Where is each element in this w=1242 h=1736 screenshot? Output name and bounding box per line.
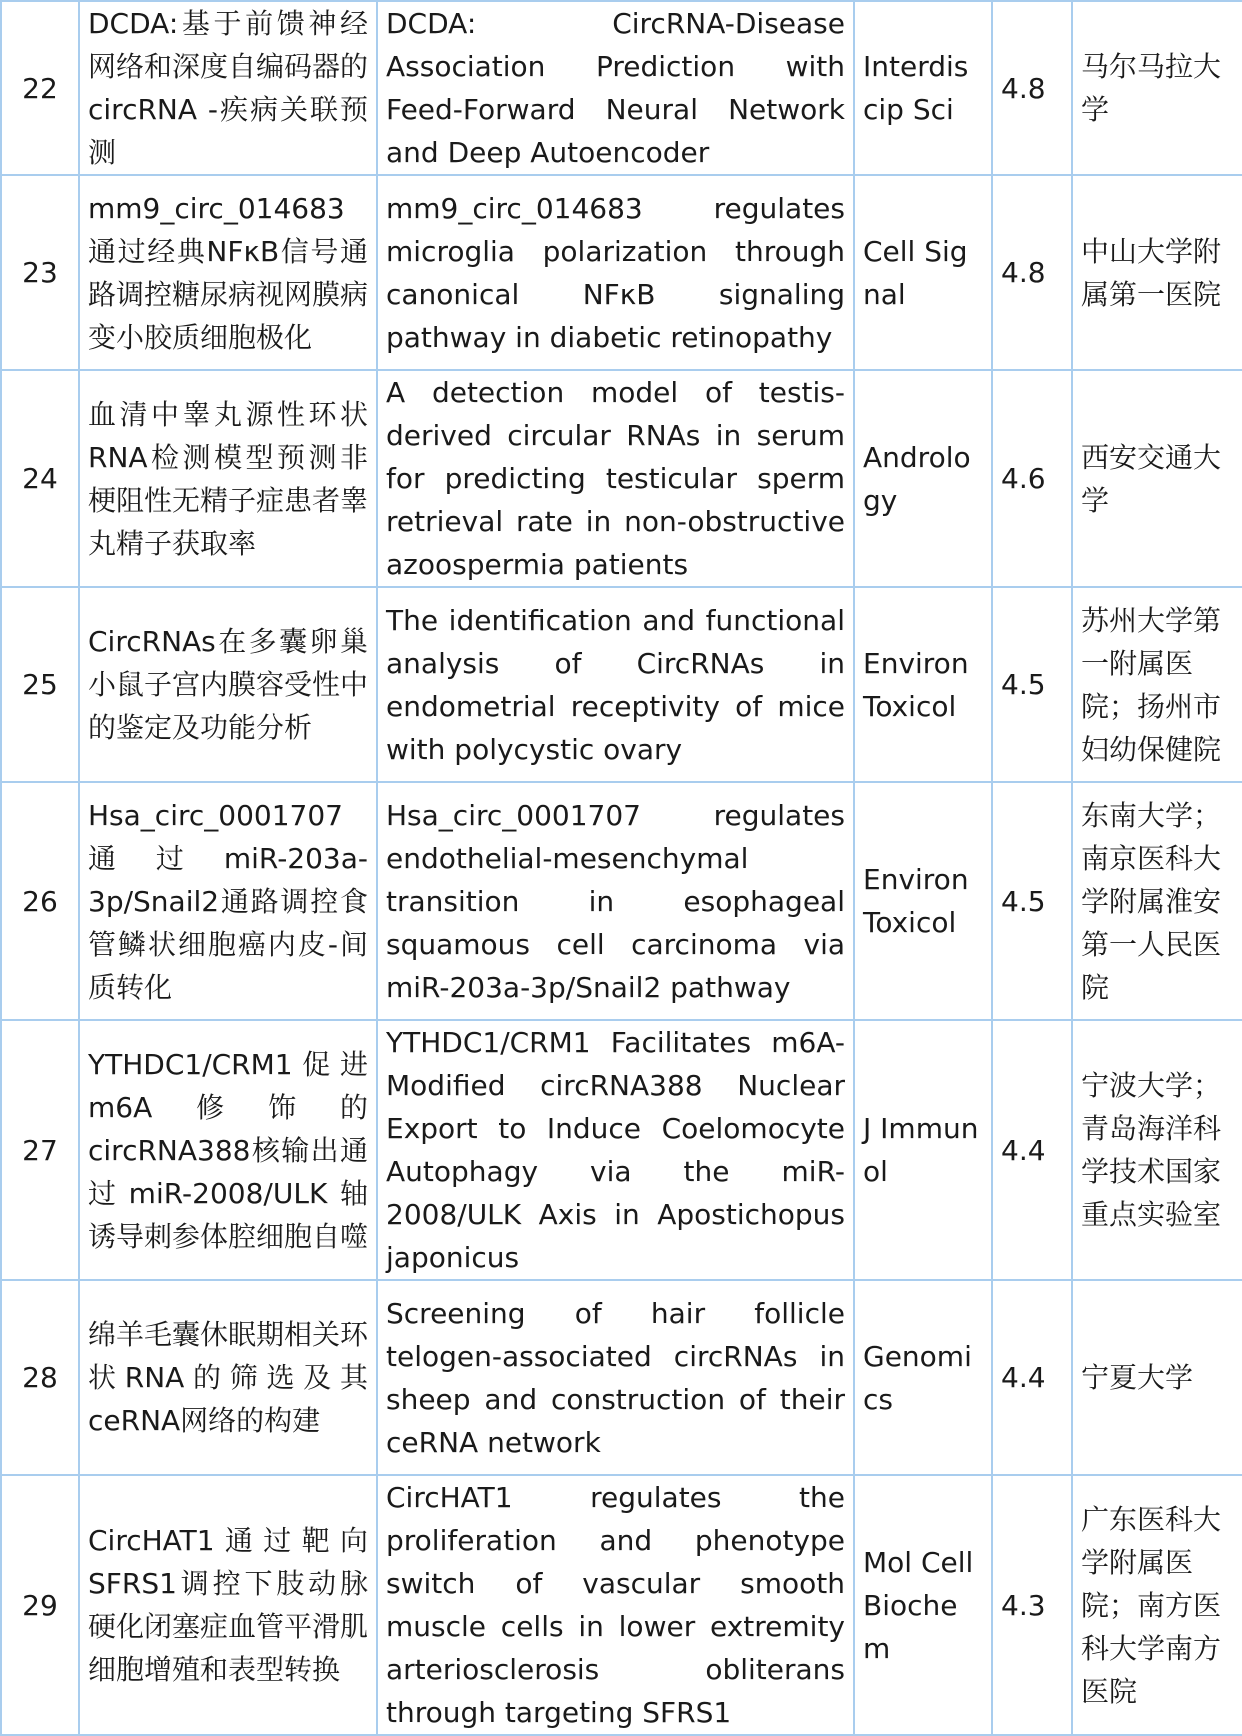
chinese-title: DCDA:基于前馈神经网络和深度自编码器的circRNA -疾病关联预测 xyxy=(79,1,377,175)
journal-name: Interdiscip Sci xyxy=(854,1,992,175)
english-title: Screening of hair follicle telogen-associated circRNAs in sheep and construction of their ceRNA network xyxy=(377,1280,854,1475)
impact-factor: 4.4 xyxy=(992,1020,1072,1280)
row-number: 23 xyxy=(1,175,79,370)
journal-name: J Immunol xyxy=(854,1020,992,1280)
impact-factor: 4.3 xyxy=(992,1475,1072,1735)
journal-name: Environ Toxicol xyxy=(854,782,992,1020)
table-row xyxy=(1,370,1242,587)
table-row xyxy=(1,175,1242,370)
journal-name: Mol Cell Biochem xyxy=(854,1475,992,1735)
chinese-title: 绵羊毛囊休眠期相关环状RNA的筛选及其ceRNA网络的构建 xyxy=(79,1280,377,1475)
institution: 广东医科大学附属医院；南方医科大学南方医院 xyxy=(1072,1475,1242,1735)
institution: 苏州大学第一附属医院；扬州市妇幼保健院 xyxy=(1072,587,1242,782)
impact-factor: 4.5 xyxy=(992,587,1072,782)
institution: 东南大学；南京医科大学附属淮安第一人民医院 xyxy=(1072,782,1242,1020)
journal-name: Andrology xyxy=(854,370,992,587)
english-title: DCDA: CircRNA-Disease Association Prediction with Feed-Forward Neural Network and Deep Autoencoder xyxy=(377,1,854,175)
row-number: 22 xyxy=(1,1,79,175)
english-title: mm9_circ_014683 regulates microglia polarization through canonical NFκB signaling pathway in diabetic retinopathy xyxy=(377,175,854,370)
row-number: 27 xyxy=(1,1020,79,1280)
chinese-title: mm9_circ_014683通过经典NFκB信号通路调控糖尿病视网膜病变小胶质细胞极化 xyxy=(79,175,377,370)
table-row xyxy=(1,587,1242,782)
table-row xyxy=(1,1280,1242,1475)
institution: 宁波大学；青岛海洋科学技术国家重点实验室 xyxy=(1072,1020,1242,1280)
table-row xyxy=(1,1020,1242,1280)
chinese-title: CircHAT1通过靶向SFRS1调控下肢动脉硬化闭塞症血管平滑肌细胞增殖和表型转换 xyxy=(79,1475,377,1735)
english-title: Hsa_circ_0001707 regulates endothelial-mesenchymal transition in esophageal squamous cell carcinoma via miR-203a-3p/Snail2 pathway xyxy=(377,782,854,1020)
table-row xyxy=(1,1475,1242,1735)
row-number: 28 xyxy=(1,1280,79,1475)
chinese-title: YTHDC1/CRM1促进m6A修饰的circRNA388核输出通过miR-2008/ULK轴诱导刺参体腔细胞自噬 xyxy=(79,1020,377,1280)
english-title: CircHAT1 regulates the proliferation and phenotype switch of vascular smooth muscle cells in lower extremity arteriosclerosis obliterans through targeting SFRS1 xyxy=(377,1475,854,1735)
impact-factor: 4.8 xyxy=(992,175,1072,370)
papers-table-body xyxy=(1,1,1242,1735)
institution: 宁夏大学 xyxy=(1072,1280,1242,1475)
english-title: A detection model of testis-derived circular RNAs in serum for predicting testicular sperm retrieval rate in non-obstructive azoospermia patients xyxy=(377,370,854,587)
impact-factor: 4.6 xyxy=(992,370,1072,587)
journal-name: Genomics xyxy=(854,1280,992,1475)
impact-factor: 4.5 xyxy=(992,782,1072,1020)
institution: 西安交通大学 xyxy=(1072,370,1242,587)
chinese-title: Hsa_circ_0001707通过miR-203a-3p/Snail2通路调控食管鳞状细胞癌内皮-间质转化 xyxy=(79,782,377,1020)
table-row xyxy=(1,782,1242,1020)
chinese-title: CircRNAs在多囊卵巢小鼠子宫内膜容受性中的鉴定及功能分析 xyxy=(79,587,377,782)
row-number: 26 xyxy=(1,782,79,1020)
chinese-title: 血清中睾丸源性环状RNA检测模型预测非梗阻性无精子症患者睾丸精子获取率 xyxy=(79,370,377,587)
english-title: YTHDC1/CRM1 Facilitates m6A-Modified circRNA388 Nuclear Export to Induce Coelomocyte Autophagy via the miR-2008/ULK Axis in Apostichopus japonicus xyxy=(377,1020,854,1280)
english-title: The identification and functional analysis of CircRNAs in endometrial receptivity of mice with polycystic ovary xyxy=(377,587,854,782)
institution: 中山大学附属第一医院 xyxy=(1072,175,1242,370)
row-number: 24 xyxy=(1,370,79,587)
institution: 马尔马拉大学 xyxy=(1072,1,1242,175)
table-row xyxy=(1,1,1242,175)
journal-name: Environ Toxicol xyxy=(854,587,992,782)
impact-factor: 4.8 xyxy=(992,1,1072,175)
row-number: 25 xyxy=(1,587,79,782)
journal-name: Cell Signal xyxy=(854,175,992,370)
row-number: 29 xyxy=(1,1475,79,1735)
impact-factor: 4.4 xyxy=(992,1280,1072,1475)
